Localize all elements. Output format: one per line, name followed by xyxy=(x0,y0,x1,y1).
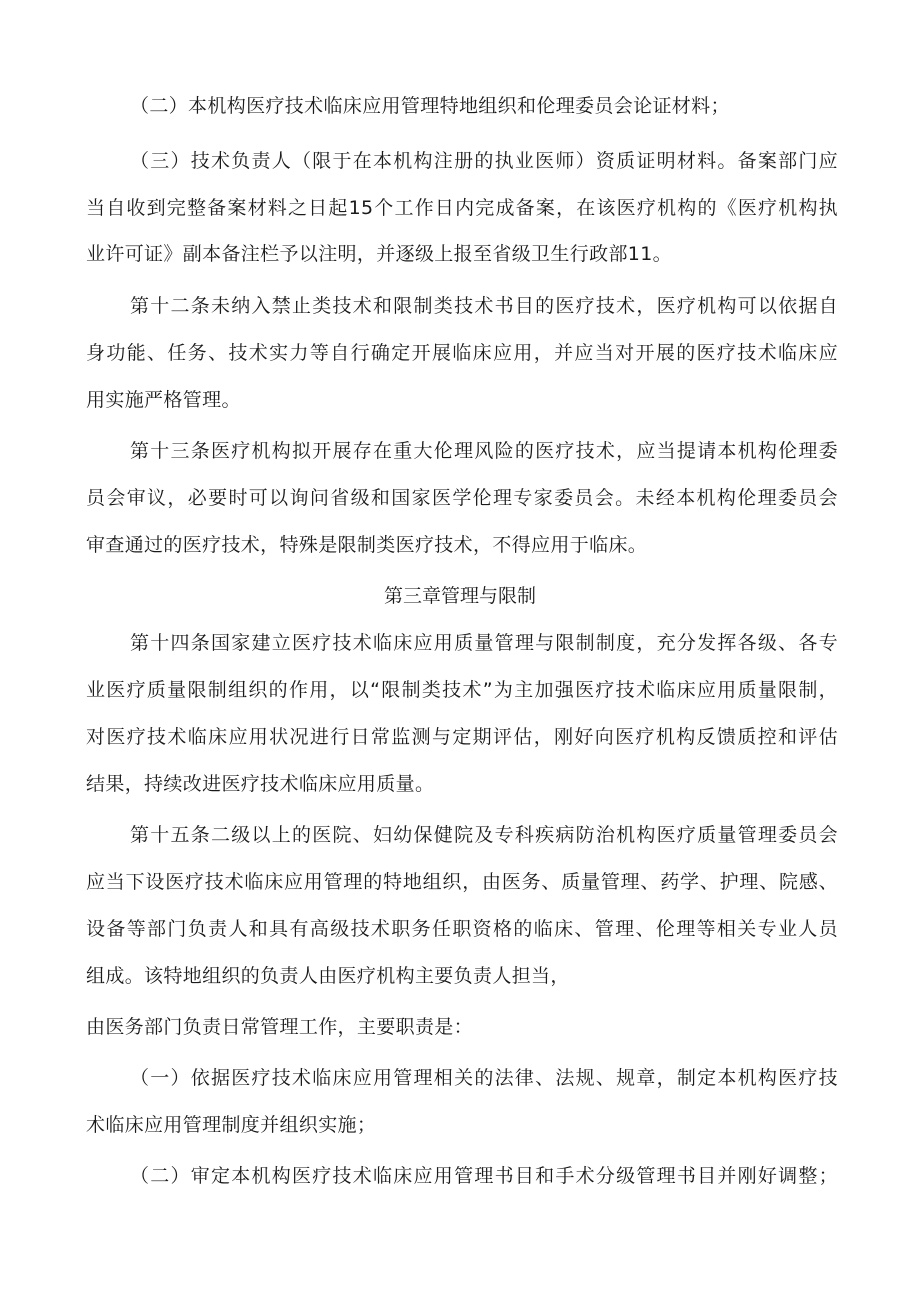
chapter-heading: 第三章管理与限制 xyxy=(383,585,536,607)
paragraph-line: 设备等部门负责人和具有高级技术职务任职资格的临床、管理、伦理等相关专业人员 xyxy=(86,918,838,940)
paragraph-line: 当自收到完整备案材料之日起15个工作日内完成备案，在该医疗机构的《医疗机构执 xyxy=(86,197,838,219)
paragraph-line: （三）技术负责人（限于在本机构注册的执业医师）资质证明材料。备案部门应 xyxy=(130,150,838,172)
paragraph-line: （二）审定本机构医疗技术临床应用管理书目和手术分级管理书目并刚好调整； xyxy=(130,1165,838,1187)
paragraph-line: （一）依据医疗技术临床应用管理相关的法律、法规、规章，制定本机构医疗技 xyxy=(130,1067,838,1089)
paragraph-line: （二）本机构医疗技术临床应用管理特地组织和伦理委员会论证材料； xyxy=(130,95,730,117)
paragraph-line: 第十二条未纳入禁止类技术和限制类技术书目的医疗技术，医疗机构可以依据自 xyxy=(130,295,838,317)
paragraph-line: 由医务部门负责日常管理工作，主要职责是： xyxy=(86,1016,474,1038)
paragraph-line: 第十三条医疗机构拟开展存在重大伦理风险的医疗技术，应当提请本机构伦理委 xyxy=(130,440,838,462)
paragraph-line: 业医疗质量限制组织的作用，以“限制类技术”为主加强医疗技术临床应用质量限制， xyxy=(86,679,838,701)
paragraph-line: 组成。该特地组织的负责人由医疗机构主要负责人担当， xyxy=(86,965,570,987)
paragraph-line: 第十四条国家建立医疗技术临床应用质量管理与限制制度，充分发挥各级、各专 xyxy=(130,632,838,654)
paragraph-line: 应当下设医疗技术临床应用管理的特地组织，由医务、质量管理、药学、护理、院感、 xyxy=(86,871,838,893)
paragraph-line: 身功能、任务、技术实力等自行确定开展临床应用，并应当对开展的医疗技术临床应 xyxy=(86,342,838,364)
paragraph-line: 术临床应用管理制度并组织实施； xyxy=(86,1114,377,1136)
paragraph-line: 业许可证》副本备注栏予以注明，并逐级上报至省级卫生行政部11。 xyxy=(86,243,673,265)
paragraph-line: 用实施严格管理。 xyxy=(86,389,241,411)
paragraph-line: 第十五条二级以上的医院、妇幼保健院及专科疾病防治机构医疗质量管理委员会 xyxy=(130,824,838,846)
paragraph-line: 结果，持续改进医疗技术临床应用质量。 xyxy=(86,773,435,795)
paragraph-line: 对医疗技术临床应用状况进行日常监测与定期评估，刚好向医疗机构反馈质控和评估 xyxy=(86,726,838,748)
paragraph-line: 审查通过的医疗技术，特殊是限制类医疗技术，不得应用于临床。 xyxy=(86,534,648,556)
paragraph-line: 员会审议，必要时可以询问省级和国家医学伦理专家委员会。未经本机构伦理委员会 xyxy=(86,487,838,509)
